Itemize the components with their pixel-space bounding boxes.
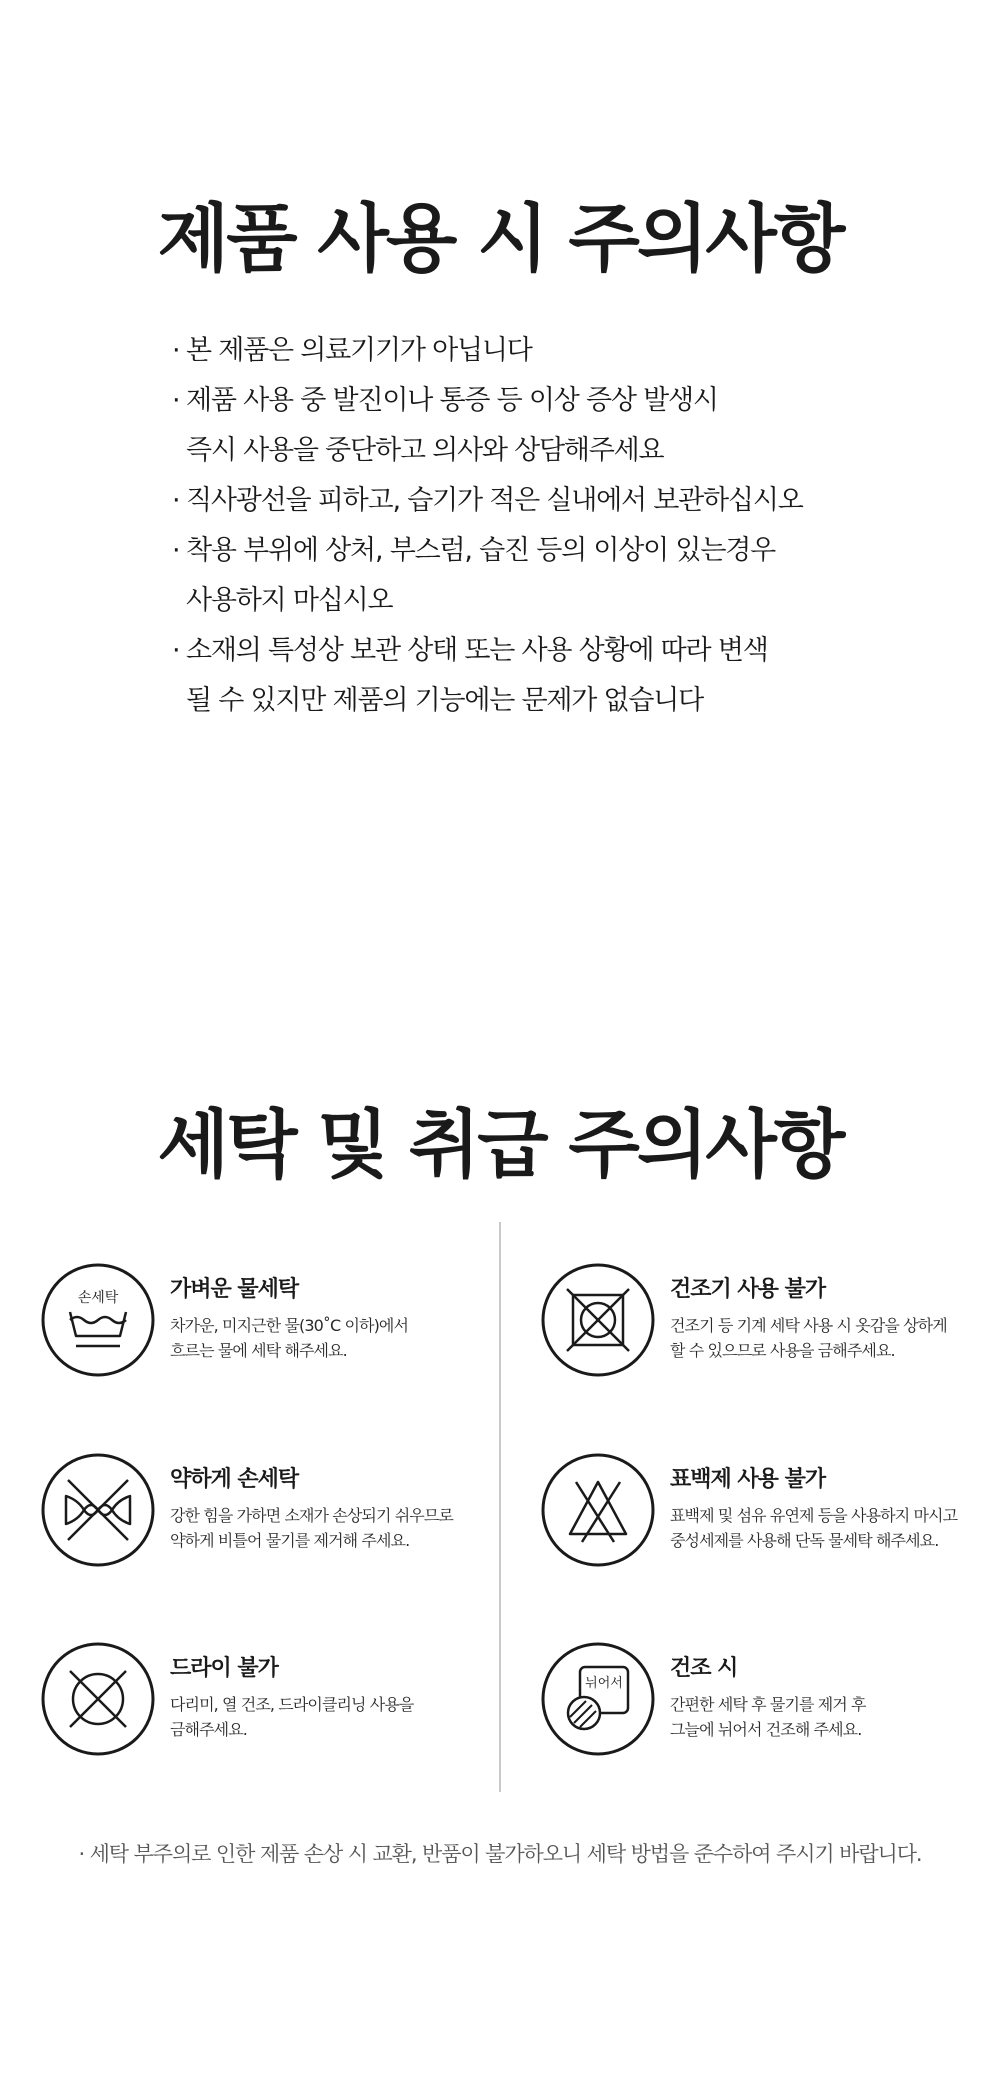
care-item-gentle-hand-wash [40, 1452, 500, 1582]
bullet: · [172, 335, 180, 366]
bullet: · [172, 635, 180, 666]
care-item-no-bleach [540, 1452, 1000, 1582]
care-item-title: 약하게 손세탁 [170, 1467, 299, 1492]
list-item-text: 착용 부위에 상처, 부스럼, 습진 등의 이상이 있는경우 [186, 535, 775, 566]
list-item-text: 사용하지 마십시오 [186, 585, 393, 616]
list-item-text: 본 제품은 의료기기가 아닙니다 [186, 335, 532, 366]
care-item-title: 가벼운 물세탁 [170, 1277, 299, 1302]
care-item-title: 드라이 불가 [170, 1656, 278, 1681]
hand-wash-icon [40, 1262, 156, 1378]
usage-precautions-title: 제품 사용 시 주의사항 [157, 196, 843, 282]
care-item-description: 강한 힘을 가하면 소재가 손상되기 쉬우므로 약하게 비틀어 물기를 제거해 주세요. [170, 1506, 453, 1550]
no-dry-clean-icon [40, 1641, 156, 1757]
hand-wash-icon-label: 손세탁 [77, 1290, 119, 1306]
list-item [172, 626, 872, 726]
list-item [172, 326, 872, 376]
no-bleach-icon [540, 1452, 656, 1568]
care-item-title: 표백제 사용 불가 [670, 1467, 826, 1492]
care-item-description: 다리미, 열 건조, 드라이클리닝 사용을 금해주세요. [170, 1695, 414, 1739]
care-item-description: 건조기 등 기계 세탁 사용 시 옷감을 상하게 할 수 있으므로 사용을 금해주세요. [670, 1316, 947, 1360]
care-item-description: 간편한 세탁 후 물기를 제거 후 그늘에 뉘어서 건조해 주세요. [670, 1695, 866, 1739]
list-item-text: 직사광선을 피하고, 습기가 적은 실내에서 보관하십시오 [186, 485, 803, 516]
list-item [172, 476, 872, 526]
wash-care-title: 세탁 및 취급 주의사항 [157, 1102, 843, 1188]
care-item-hand-wash [40, 1262, 500, 1392]
list-item-text: 소재의 특성상 보관 상태 또는 사용 상황에 따라 변색 [186, 635, 768, 666]
care-item-title: 건조기 사용 불가 [670, 1277, 826, 1302]
list-item-text: 즉시 사용을 중단하고 의사와 상담해주세요 [186, 435, 664, 466]
care-item-no-tumble-dry [540, 1262, 1000, 1392]
care-item-drying [540, 1641, 1000, 1771]
care-item-no-dry-clean [40, 1641, 500, 1771]
bullet: · [172, 385, 180, 416]
no-wring-icon [40, 1452, 156, 1568]
list-item [172, 526, 872, 626]
shade-dry-icon-label: 뉘어서 [585, 1676, 623, 1691]
care-item-description: 표백제 및 섬유 유연제 등을 사용하지 마시고 중성세제를 사용해 단독 물세탁 해주세요. [670, 1506, 958, 1550]
no-tumble-dry-icon [540, 1262, 656, 1378]
list-item-text: 될 수 있지만 제품의 기능에는 문제가 없습니다 [186, 685, 704, 716]
usage-precautions-list [172, 326, 872, 726]
wash-warning-note: · 세탁 부주의로 인한 제품 손상 시 교환, 반품이 불가하오니 세탁 방법을 준수하여 주시기 바랍니다. [78, 1842, 922, 1866]
care-item-description: 차가운, 미지근한 물(30˚C 이하)에서 흐르는 물에 세탁 해주세요. [170, 1316, 409, 1360]
bullet: · [172, 485, 180, 516]
bullet: · [172, 535, 180, 566]
care-item-title: 건조 시 [670, 1656, 738, 1681]
list-item [172, 376, 872, 476]
list-item-text: 제품 사용 중 발진이나 통증 등 이상 증상 발생시 [186, 385, 718, 416]
shade-dry-flat-icon [540, 1641, 656, 1757]
